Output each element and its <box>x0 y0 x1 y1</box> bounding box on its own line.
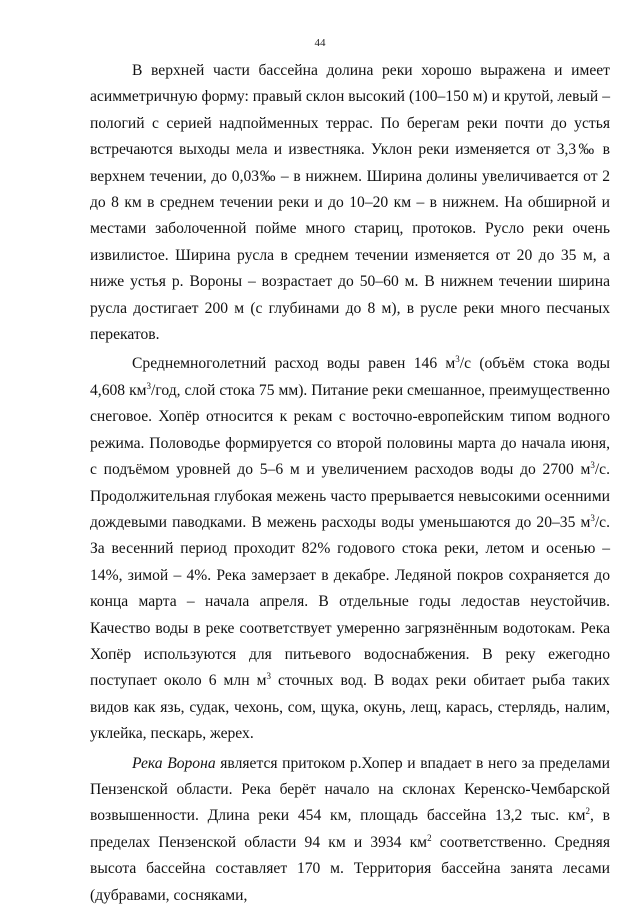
paragraph-1-text: В верхней части бассейна долина реки хорошо выражена и имеет асимметричную форму: правый склон высокий (100–150 м) и крутой, левый – пологий с серией надпойменных террас. По берегам реки почти до устья встречаются выходы мела и известняка. Уклон реки изменяется от 3,3‰ в верхнем течении, до 0,03‰ – в нижнем. Ширина долины увеличивается от 2 до 8 км в среднем течении реки и до 10–20 км – в нижнем. На обширной и местами заболоченной пойме много стариц, протоков. Русло реки очень извилистое. Ширина русла в среднем течении изменяется от 20 до 35 м, а ниже устья р. Вороны – возрастает до 50–60 м. В нижнем течении ширина русла достигает 200 м (с глубинами до 8 м), в русле реки много песчаных перекатов. <box>90 62 610 344</box>
paragraph-3 <box>90 751 610 909</box>
paragraph-2-part-6: сточных вод. В водах реки обитает рыба таких видов как язь, судак, чехонь, сом, щука, окунь, лещ, карась, стерлядь, налим, уклейка, пескарь, жерех. <box>90 672 610 743</box>
superscript: 3 <box>590 460 595 471</box>
superscript: 2 <box>585 806 590 817</box>
river-name-italic: Река Ворона <box>132 754 216 772</box>
paragraph-2-part-3: /год, слой стока 75 мм). Питание реки смешанное, преимущественно снеговое. Хопёр относится к рекам с восточно-европейским типом водного режима. Половодье формируется со второй половины марта до начала июня, с подъёмом уровней до 5–6 м и увеличением расходов воды до 2700 м <box>90 381 610 479</box>
superscript: 3 <box>266 671 271 682</box>
superscript: 3 <box>146 380 152 391</box>
superscript: 3 <box>455 354 460 365</box>
paragraph-2-part-2: /с (объём стока воды 4,608 км <box>90 355 610 399</box>
body-text <box>90 58 610 912</box>
page-number: 44 <box>314 37 326 49</box>
paragraph-2 <box>90 351 610 747</box>
paragraph-2-part-1: Среднемноголетний расход воды равен 146 м <box>132 355 456 373</box>
paragraph-3-part-3: соответственно. Средняя высота бассейна составляет 170 м. Территория бассейна занята лесами (дубравами, сосняками, <box>90 833 610 904</box>
paragraph-2-part-5: /с. За весенний период проходит 82% годового стока реки, летом и осенью – 14%, зимой – 4%. Река замерзает в декабре. Ледяной покров сохраняется до конца марта – начала апреля. В отдельные годы ледостав неустойчив. Качество воды в реке соответствует умеренно загрязнённым водотокам. Река Хопёр используются для питьевого водоснабжения. В реку ежегодно поступает около 6 млн м <box>90 513 610 690</box>
paragraph-1 <box>90 58 610 348</box>
paragraph-3-part-1: является притоком р.Хопер и впадает в него за пределами Пензенской области. Река берёт начало на склонах Керенско-Чембарской возвышенности. Длина реки 454 км, площадь бассейна 13,2 тыс. км <box>90 754 610 825</box>
superscript: 3 <box>590 512 595 523</box>
paragraph-3-part-2: , в пределах Пензенской области 94 км и 3934 км <box>90 807 610 851</box>
superscript: 2 <box>427 832 432 843</box>
paragraph-2-part-4: /с. Продолжительная глубокая межень часто прерывается невысокими осенними дождевыми паводками. В межень расходы воды уменьшаются до 20–35 м <box>90 461 610 531</box>
